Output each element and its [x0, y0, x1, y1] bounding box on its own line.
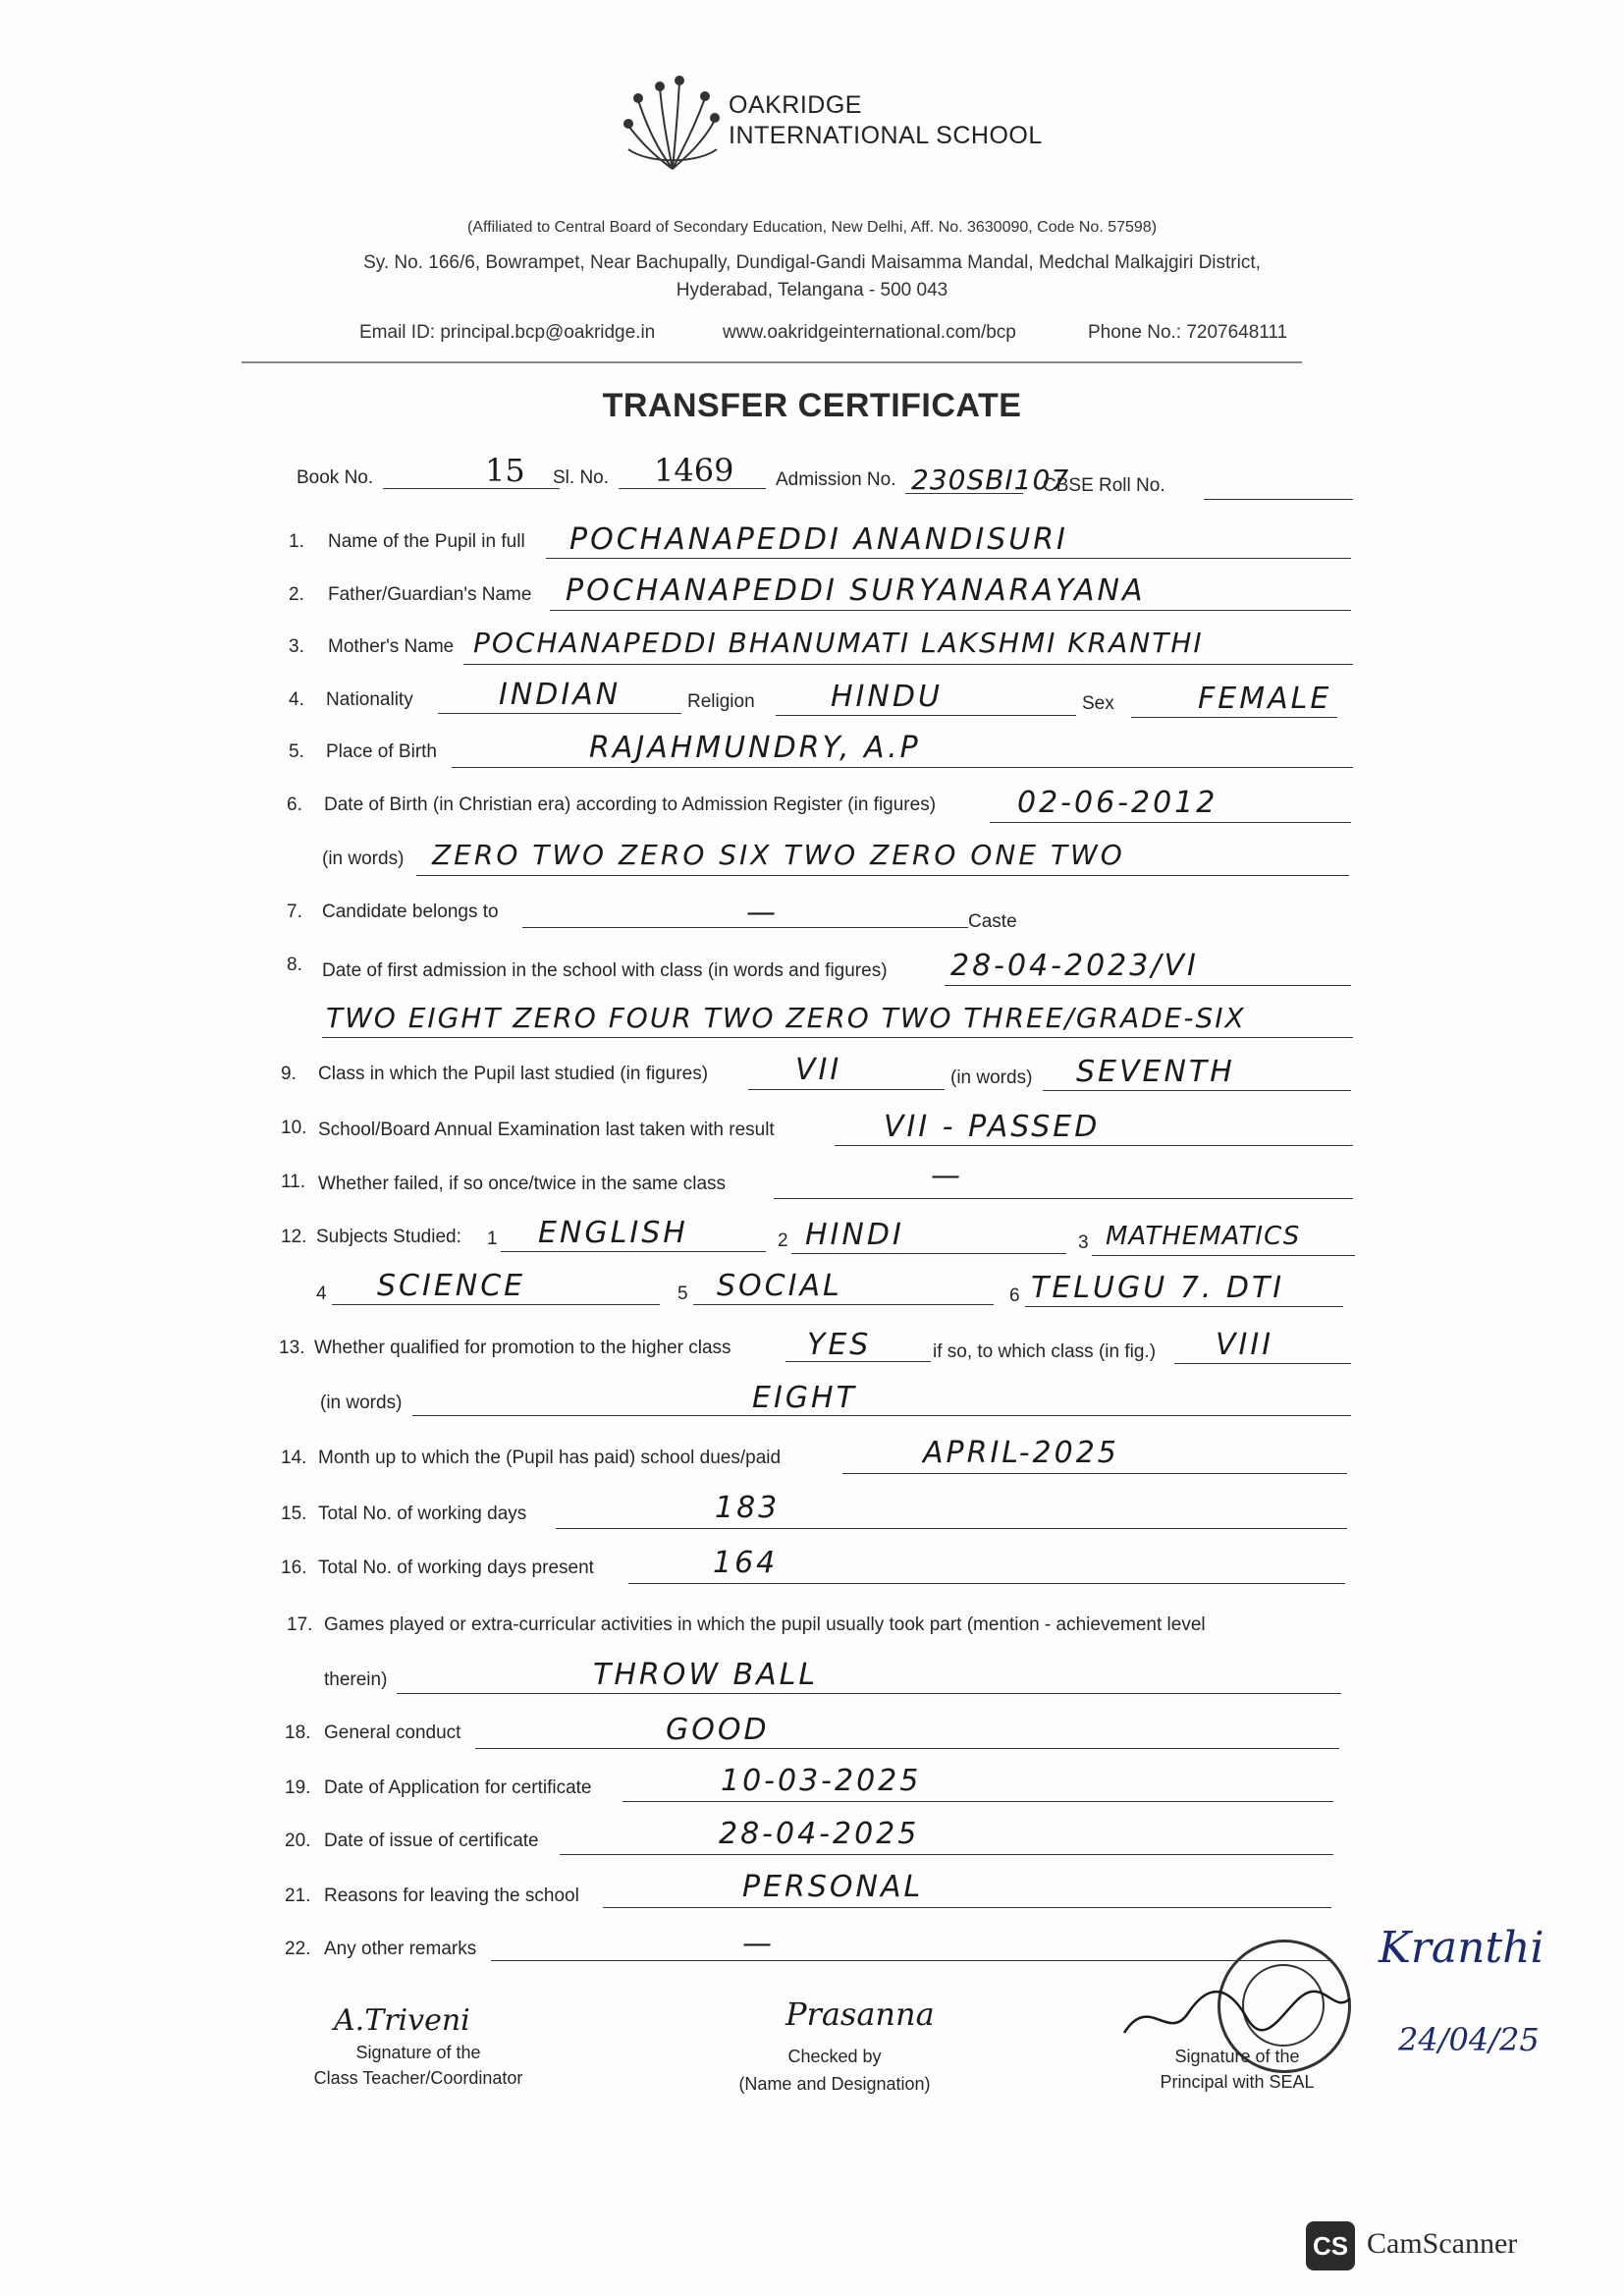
caste-value: —	[746, 896, 779, 930]
nationality-label: Nationality	[326, 689, 413, 710]
first-admission-words-value: TWO EIGHT ZERO FOUR TWO ZERO TWO THREE/GRADE-SIX	[326, 1002, 1246, 1034]
application-date-line	[623, 1801, 1333, 1802]
field-10-number: 10.	[281, 1118, 307, 1138]
field-13-number: 13.	[279, 1338, 305, 1358]
caste-line	[522, 927, 968, 928]
father-name-value: POCHANAPEDDI SURYANARAYANA	[566, 574, 1146, 608]
book-no-value: 15	[485, 452, 525, 489]
subject-2-value: HINDI	[805, 1218, 904, 1252]
header-divider	[242, 361, 1302, 363]
field-17-number: 17.	[287, 1614, 313, 1635]
subject-6-number: 6	[1009, 1285, 1020, 1306]
affiliation-text: (Affiliated to Central Board of Secondary Education, New Delhi, Aff. No. 3630090, Code No. 57598)	[466, 219, 1158, 236]
subject-2-number: 2	[778, 1230, 788, 1251]
remarks-label: Any other remarks	[324, 1939, 477, 1959]
leaving-reason-value: PERSONAL	[742, 1870, 924, 1904]
working-days-label: Total No. of working days	[318, 1503, 527, 1524]
book-no-label: Book No.	[297, 467, 374, 488]
email-text: Email ID: principal.bcp@oakridge.in	[359, 322, 656, 343]
last-exam-value: VII - PASSED	[884, 1110, 1101, 1144]
book-no-line	[383, 488, 560, 489]
promotion-words-line	[412, 1415, 1351, 1416]
failed-value: —	[931, 1159, 963, 1193]
principal-caption-1: Signature of the	[1174, 2047, 1300, 2066]
dob-value: 02-06-2012	[1017, 786, 1218, 820]
place-of-birth-value: RAJAHMUNDRY, A.P	[589, 731, 921, 765]
activities-value: THROW BALL	[593, 1658, 819, 1692]
application-date-value: 10-03-2025	[721, 1764, 922, 1798]
sex-value: FEMALE	[1198, 682, 1332, 716]
dues-value: APRIL-2025	[923, 1436, 1119, 1470]
promotion-words-label: (in words)	[320, 1393, 403, 1413]
subject-1-line	[501, 1251, 766, 1252]
nationality-line	[438, 713, 681, 714]
father-name-line	[550, 610, 1351, 611]
teacher-signature: A.Triveni	[334, 2003, 470, 2038]
subjects-label: Subjects Studied:	[316, 1227, 461, 1247]
school-logo	[619, 71, 727, 179]
promotion-value: YES	[807, 1328, 872, 1362]
place-of-birth-label: Place of Birth	[326, 741, 437, 762]
dob-words-value: ZERO TWO ZERO SIX TWO ZERO ONE TWO	[432, 839, 1125, 871]
website-text: www.oakridgeinternational.com/bcp	[723, 322, 1016, 343]
cbse-roll-line	[1204, 499, 1353, 500]
school-name-line1: OAKRIDGE	[729, 91, 862, 119]
first-admission-words-line	[322, 1037, 1353, 1038]
failed-line	[774, 1198, 1353, 1199]
field-11-number: 11.	[281, 1172, 306, 1192]
teacher-caption-2: Class Teacher/Coordinator	[313, 2068, 523, 2088]
field-22-number: 22.	[285, 1939, 311, 1959]
place-of-birth-line	[452, 767, 1353, 768]
mother-name-line	[463, 664, 1353, 665]
days-present-label: Total No. of working days present	[318, 1558, 594, 1578]
subject-2-line	[791, 1253, 1066, 1254]
field-14-number: 14.	[281, 1448, 307, 1468]
address-line2: Hyderabad, Telangana - 500 043	[676, 280, 948, 301]
field-21-number: 21.	[285, 1886, 311, 1906]
promotion-label: Whether qualified for promotion to the higher class	[314, 1338, 731, 1358]
last-class-words-label: (in words)	[950, 1067, 1033, 1088]
promotion-class-value: VIII	[1216, 1328, 1274, 1362]
subject-3-line	[1092, 1255, 1355, 1256]
dob-words-line	[416, 875, 1349, 876]
dues-label: Month up to which the (Pupil has paid) school dues/paid	[318, 1448, 782, 1468]
cbse-roll-label: CBSE Roll No.	[1043, 475, 1165, 496]
promotion-class-line	[1174, 1363, 1351, 1364]
first-admission-value: 28-04-2023/VI	[950, 949, 1199, 983]
subject-4-line	[332, 1304, 660, 1305]
receiver-signature: Kranthi	[1379, 1923, 1544, 1973]
last-class-value: VII	[795, 1053, 842, 1087]
religion-label: Religion	[687, 691, 755, 712]
field-4-number: 4.	[289, 689, 304, 710]
nationality-value: INDIAN	[499, 678, 622, 712]
conduct-line	[475, 1748, 1339, 1749]
caste-suffix: Caste	[968, 911, 1017, 932]
checker-caption-2: (Name and Designation)	[738, 2074, 931, 2094]
document-title: TRANSFER CERTIFICATE	[602, 387, 1022, 424]
issue-date-label: Date of issue of certificate	[324, 1831, 539, 1851]
phone-text: Phone No.: 7207648111	[1088, 322, 1288, 343]
conduct-label: General conduct	[324, 1722, 461, 1743]
subject-1-number: 1	[487, 1229, 498, 1249]
camscanner-logo-icon: CS	[1306, 2221, 1355, 2270]
teacher-caption-1: Signature of the	[355, 2043, 481, 2062]
sex-line	[1131, 717, 1337, 718]
subject-6-line	[1025, 1306, 1343, 1307]
religion-value: HINDU	[831, 680, 943, 714]
camscanner-text: CamScanner	[1367, 2227, 1518, 2260]
first-admission-line	[945, 985, 1351, 986]
first-admission-label: Date of first admission in the school with class (in words and figures)	[322, 960, 888, 981]
last-class-label: Class in which the Pupil last studied (in figures)	[318, 1064, 709, 1084]
pupil-name-label: Name of the Pupil in full	[328, 531, 525, 552]
days-present-value: 164	[713, 1546, 779, 1580]
subject-3-value: MATHEMATICS	[1106, 1222, 1301, 1251]
field-16-number: 16.	[281, 1558, 307, 1578]
father-name-label: Father/Guardian's Name	[328, 584, 532, 605]
dob-words-label: (in words)	[322, 848, 405, 869]
field-8-number: 8.	[287, 955, 302, 975]
field-15-number: 15.	[281, 1503, 307, 1524]
field-3-number: 3.	[289, 636, 304, 657]
remarks-line	[491, 1960, 1331, 1961]
pupil-name-line	[546, 558, 1351, 559]
address-line1: Sy. No. 166/6, Bowrampet, Near Bachupally, Dundigal-Gandi Maisamma Mandal, Medchal Malkajgiri District,	[363, 252, 1261, 273]
working-days-value: 183	[715, 1491, 781, 1525]
sl-no-label: Sl. No.	[553, 467, 610, 488]
subject-4-value: SCIENCE	[377, 1269, 526, 1303]
field-5-number: 5.	[289, 741, 304, 762]
last-class-words-line	[1043, 1090, 1351, 1091]
field-6-number: 6.	[287, 794, 302, 815]
checker-caption-1: Checked by	[787, 2047, 882, 2066]
school-name-line2: INTERNATIONAL SCHOOL	[729, 122, 1043, 149]
dob-label: Date of Birth (in Christian era) according to Admission Register (in figures)	[324, 794, 937, 815]
subject-1-value: ENGLISH	[538, 1216, 688, 1250]
failed-label: Whether failed, if so once/twice in the same class	[318, 1174, 727, 1194]
conduct-value: GOOD	[666, 1713, 770, 1747]
promotion-words-value: EIGHT	[752, 1381, 857, 1415]
field-9-number: 9.	[281, 1064, 297, 1084]
subject-4-number: 4	[316, 1284, 327, 1304]
mother-name-value: POCHANAPEDDI BHANUMATI LAKSHMI KRANTHI	[473, 627, 1204, 659]
issue-date-value: 28-04-2025	[719, 1817, 920, 1851]
days-present-line	[628, 1583, 1345, 1584]
mother-name-label: Mother's Name	[328, 636, 455, 657]
religion-line	[776, 715, 1076, 716]
dob-line	[990, 822, 1351, 823]
last-exam-line	[835, 1145, 1353, 1146]
field-19-number: 19.	[285, 1777, 311, 1798]
caste-label: Candidate belongs to	[322, 902, 499, 922]
field-20-number: 20.	[285, 1831, 311, 1851]
activities-label: Games played or extra-curricular activities in which the pupil usually took part (mention - achievement level	[324, 1614, 1206, 1635]
field-12-number: 12.	[281, 1227, 307, 1247]
remarks-value: —	[742, 1927, 775, 1961]
school-name	[729, 90, 1043, 151]
last-class-line	[748, 1089, 945, 1090]
principal-caption-2: Principal with SEAL	[1160, 2072, 1315, 2092]
subject-5-value: SOCIAL	[717, 1269, 842, 1303]
promotion-class-label: if so, to which class (in fig.)	[933, 1341, 1157, 1362]
subject-5-number: 5	[677, 1284, 688, 1304]
subject-5-line	[693, 1304, 994, 1305]
leaving-reason-label: Reasons for leaving the school	[324, 1886, 579, 1906]
subject-6-value: TELUGU 7. DTI	[1031, 1271, 1285, 1305]
last-class-words-value: SEVENTH	[1076, 1055, 1235, 1089]
issue-date-line	[560, 1854, 1333, 1855]
application-date-label: Date of Application for certificate	[324, 1777, 592, 1798]
activities-label-cont: therein)	[324, 1669, 388, 1690]
field-1-number: 1.	[289, 531, 304, 552]
leaving-reason-line	[603, 1907, 1331, 1908]
field-18-number: 18.	[285, 1722, 311, 1743]
field-2-number: 2.	[289, 584, 304, 605]
pupil-name-value: POCHANAPEDDI ANANDISURI	[569, 522, 1068, 557]
receiver-date: 24/04/25	[1398, 2021, 1540, 2058]
principal-signature	[1119, 1974, 1355, 2052]
admission-no-label: Admission No.	[776, 469, 896, 490]
sex-label: Sex	[1082, 693, 1114, 714]
last-exam-label: School/Board Annual Examination last taken with result	[318, 1120, 775, 1140]
subject-3-number: 3	[1078, 1232, 1089, 1253]
admission-no-value: 230SBI107	[911, 464, 1070, 496]
dues-line	[842, 1473, 1347, 1474]
activities-line	[397, 1693, 1341, 1694]
sl-no-value: 1469	[654, 452, 734, 489]
working-days-line	[556, 1528, 1347, 1529]
field-7-number: 7.	[287, 902, 302, 922]
checker-signature: Prasanna	[785, 1995, 935, 2033]
